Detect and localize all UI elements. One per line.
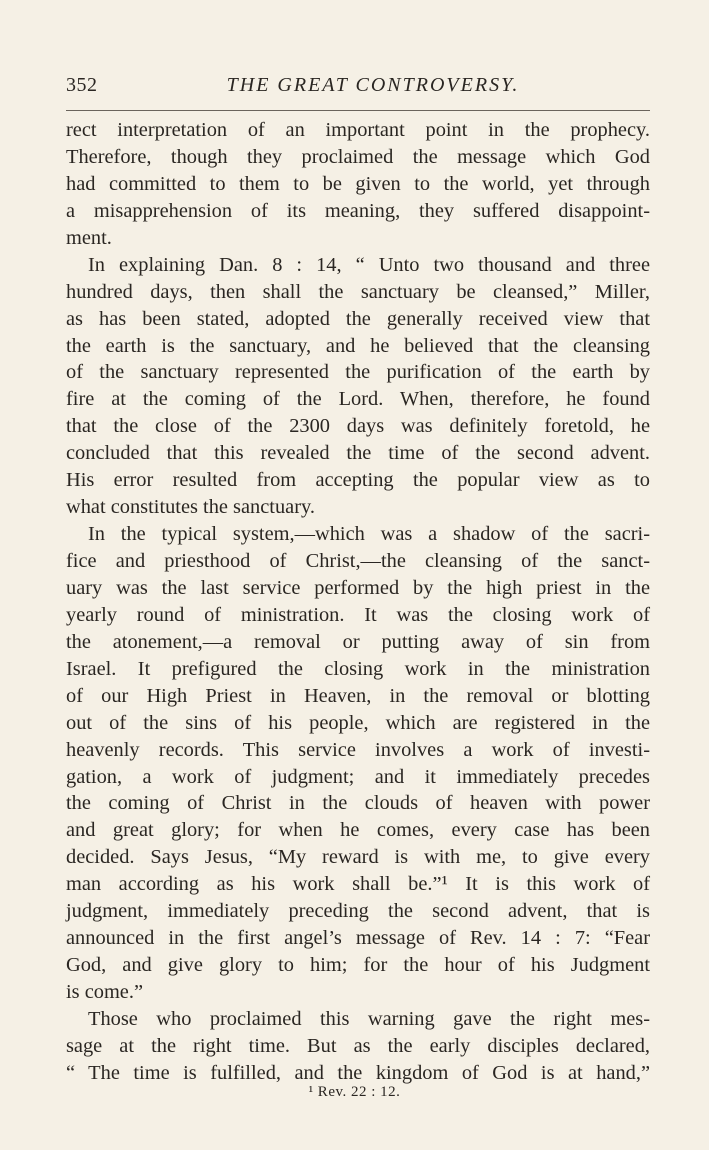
- text-line: ment.: [66, 226, 112, 249]
- text-line: and great glory; for when he comes, every case has been: [66, 819, 650, 842]
- text-line: what constitutes the sanctuary.: [66, 496, 315, 519]
- text-line: Israel. It prefigured the closing work in the ministration: [66, 657, 650, 680]
- text-line: fice and priesthood of Christ,—the cleansing of the sanct-: [66, 550, 650, 572]
- text-line: Therefore, though they proclaimed the message which God: [66, 145, 650, 168]
- text-line: the atonement,—a removal or putting away of sin from: [66, 630, 650, 653]
- text-line: In explaining Dan. 8 : 14, “ Unto two thousand and three: [88, 253, 650, 276]
- text-line: the coming of Christ in the clouds of heaven with power: [66, 792, 650, 815]
- text-line: of our High Priest in Heaven, in the removal or blotting: [66, 684, 650, 707]
- text-line: had committed to them to be given to the world, yet through: [66, 172, 650, 195]
- text-line: gation, a work of judgment; and it immediately precedes: [66, 765, 650, 788]
- text-line: man according as his work shall be.”¹ It is this work of: [66, 873, 650, 896]
- text-line: yearly round of ministration. It was the closing work of: [66, 603, 650, 626]
- header-rule: [66, 110, 650, 111]
- body-text: [66, 117, 650, 1087]
- text-line: announced in the first angel’s message of Rev. 14 : 7: “Fear: [66, 927, 650, 950]
- text-line: of the sanctuary represented the purification of the earth by: [66, 361, 650, 384]
- text-line: sage at the right time. But as the early disciples declared,: [66, 1034, 650, 1057]
- text-line: Those who proclaimed this warning gave the right mes-: [88, 1007, 650, 1030]
- text-line: a misapprehension of its meaning, they suffered disappoint-: [66, 199, 650, 222]
- text-line: out of the sins of his people, which are registered in the: [66, 711, 650, 734]
- text-line: hundred days, then shall the sanctuary be cleansed,” Miller,: [66, 280, 650, 303]
- text-line: rect interpretation of an important point in the prophecy.: [66, 119, 650, 141]
- text-line: concluded that this revealed the time of the second advent.: [66, 442, 650, 465]
- text-line: heavenly records. This service involves a work of investi-: [66, 738, 650, 761]
- text-line: uary was the last service performed by the high priest in the: [66, 576, 650, 599]
- text-line: God, and give glory to him; for the hour of his Judgment: [66, 954, 650, 977]
- text-line: is come.”: [66, 981, 144, 1003]
- text-line: judgment, immediately preceding the second advent, that is: [66, 900, 650, 923]
- text-line: fire at the coming of the Lord. When, therefore, he found: [66, 388, 650, 411]
- footnote: ¹ Rev. 22 : 12.: [308, 1084, 401, 1100]
- text-line: decided. Says Jesus, “My reward is with me, to give every: [66, 846, 650, 869]
- text-line: His error resulted from accepting the popular view as to: [66, 469, 650, 492]
- text-line: that the close of the 2300 days was definitely foretold, he: [66, 415, 650, 438]
- page-number: 352: [66, 74, 98, 96]
- text-line: In the typical system,—which was a shadow of the sacri-: [88, 523, 650, 546]
- running-title: THE GREAT CONTROVERSY.: [226, 74, 520, 96]
- running-head: [66, 74, 650, 104]
- text-line: the earth is the sanctuary, and he believed that the cleansing: [66, 334, 650, 357]
- text-line: “ The time is fulfilled, and the kingdom of God is at hand,”: [66, 1061, 650, 1084]
- text-line: as has been stated, adopted the generally received view that: [66, 307, 650, 330]
